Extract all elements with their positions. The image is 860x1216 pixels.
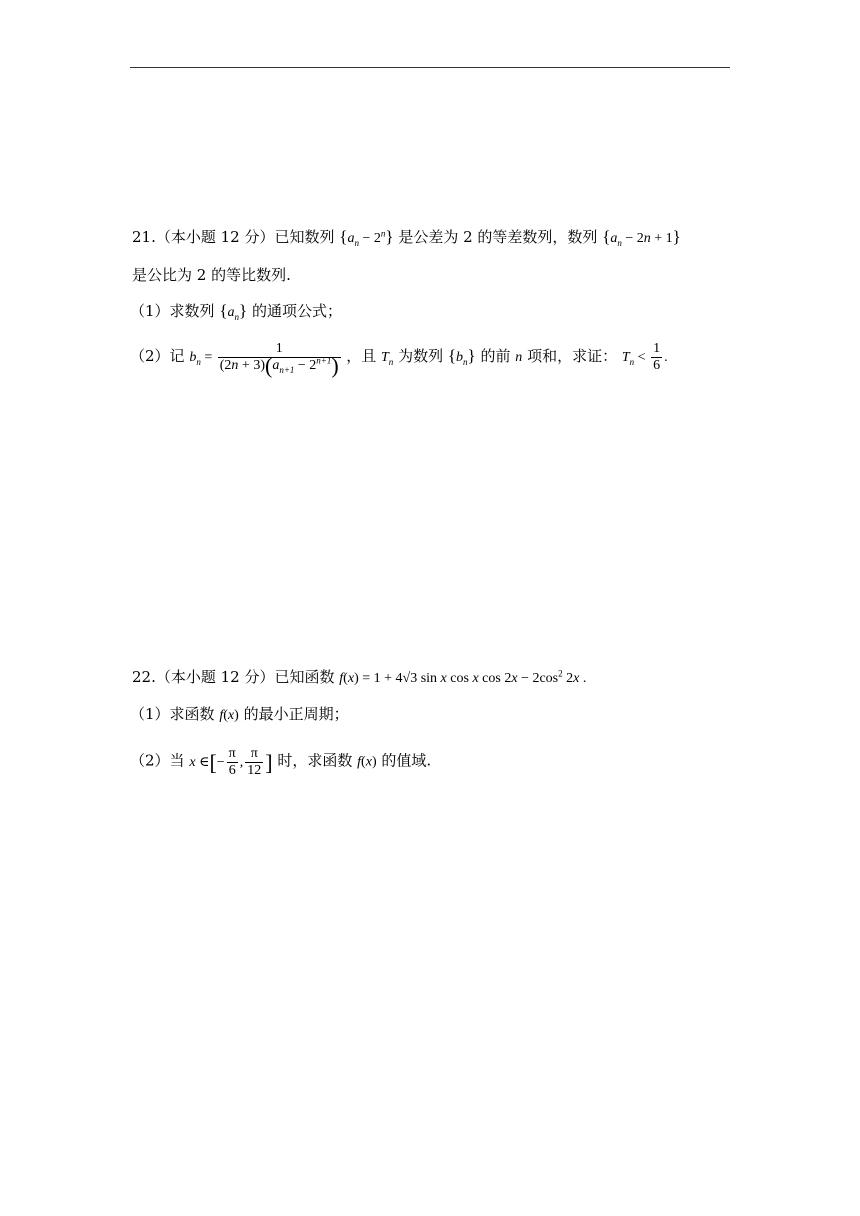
q22-formula-fx: f(x) [219, 708, 239, 723]
q22-formula-fx-definition: f(x) = 1 + 4√3 sin x cos x $\cos 2x - 2\cos^2$ 2x . [339, 668, 587, 686]
q21-number: 21. [132, 228, 156, 246]
q22-number: 22. [132, 668, 156, 686]
q21-stem-line2: 是公比为 2 的等比数列. [132, 266, 291, 284]
q22-part1: （1）求函数 f(x) 的最小正周期； [130, 705, 349, 723]
q21-formula-a-minus-2n-plus-1: $\{a_n - 2n + 1\}$ [602, 227, 681, 248]
q22-part2: （2）当 x ∈[− $\frac{\pi}{6}$ , $\frac{\pi}{12}$ ] 时，求函数 f(x) 的值域. [130, 746, 432, 778]
q21-formula-bn-definition: $b_n$ = $\frac{1}{(2n + 3)(a_{n+1} - 2^{n+1})}$ [189, 341, 339, 378]
q22-formula-fx-2: f(x) [357, 754, 377, 770]
q22-meta: （本小题 12 分） [155, 668, 275, 686]
q21-formula-n: n [515, 349, 523, 365]
header-rule [130, 67, 730, 68]
q21-formula-bn: $\{b_n\}$ [447, 345, 476, 367]
q21-formula-Tn: $T_n$ [381, 349, 394, 367]
q21-part1: （1）求数列 $\{a_n\}$ 的通项公式； [130, 301, 342, 322]
q21-part2: （2）记 $b_n$ = $\frac{1}{(2n + 3)(a_{n+1} - 2^{n+1})}$ ，且 $T_n$ 为数列 $\{b_n\}$ 的前 n 项和，求证： $T_n$ < $\frac{1}{6}$ . [130, 341, 668, 378]
q22-formula-x-interval: x ∈[− $\frac{\pi}{6}$ , $\frac{\pi}{12}$ ] [189, 746, 273, 778]
q21-formula-Tn-lt-one-sixth: $T_n$ < $\frac{1}{6}$ . [621, 341, 668, 374]
q21-stem-line1: 21.（本小题 12 分）已知数列 $\{a_n - 2^n\}$ 是公差为 2 的等差数列，数列 $\{a_n - 2n + 1\}$ [132, 227, 681, 248]
q21-meta: （本小题 12 分） [155, 228, 275, 246]
q22-stem: 22.（本小题 12 分）已知函数 f(x) = 1 + 4√3 sin x cos x $\cos 2x - 2\cos^2$ 2x . [132, 668, 587, 686]
q21-formula-an: $\{a_n\}$ [219, 301, 248, 322]
q21-formula-a-minus-2n: $\{a_n - 2^n\}$ [339, 227, 394, 248]
